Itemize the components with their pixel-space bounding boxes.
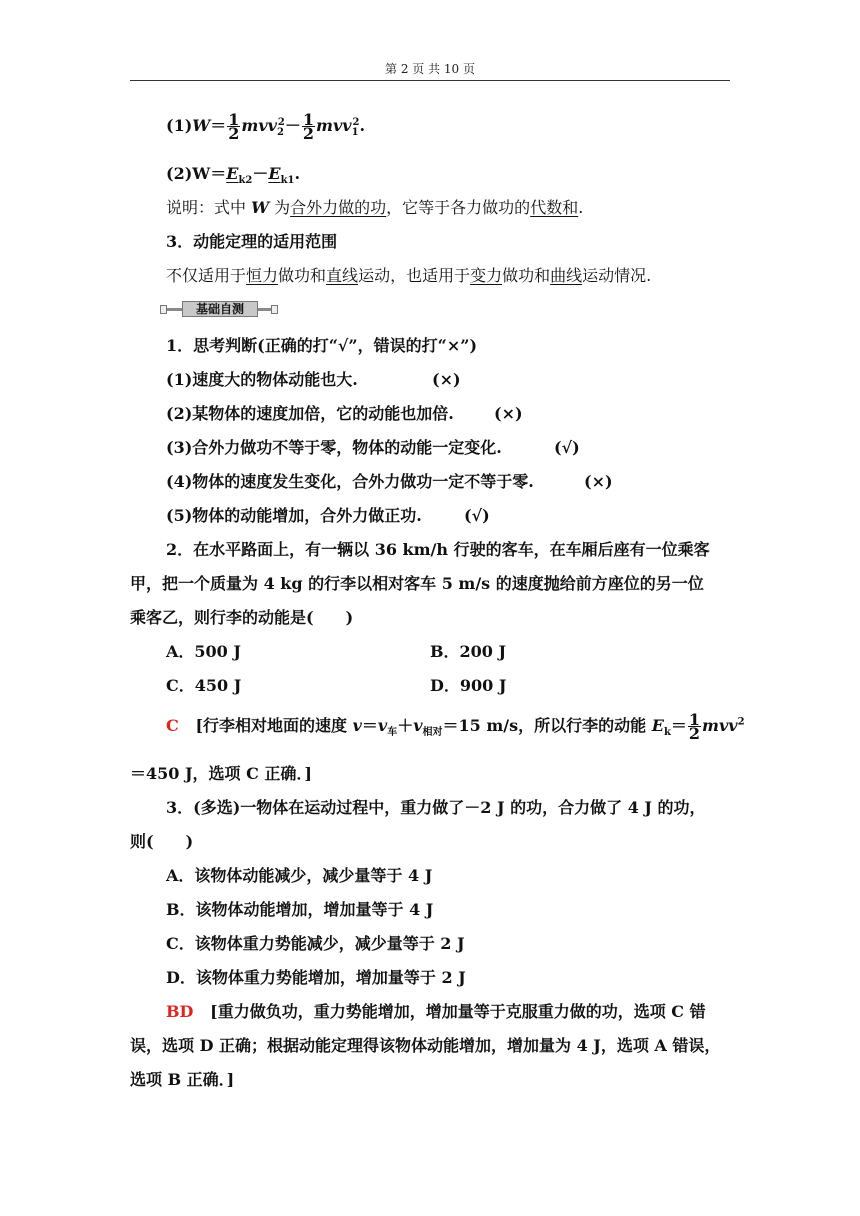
formula-1-frac-a: $\frac{1}{2}$	[228, 110, 240, 143]
q3-option-b: B．该物体动能增加，增加量等于 4 J	[166, 900, 434, 919]
q2-line-1: 2．在水平路面上，有一辆以 36 km/h 行驶的客车，在车厢后座有一位乘客	[166, 540, 710, 559]
header-rule	[130, 80, 730, 81]
q2-explanation-1: C [行李相对地面的速度 $v=v_车+v_{相对}=15$ m/s，所以行李的动能 $E_k=$ $\frac{1}{2}$ mvv$^2$	[166, 710, 745, 743]
q1-item-4-mark: (×)	[584, 472, 613, 491]
q1-item-1-mark: (×)	[432, 370, 461, 389]
q1-item-2-mark: (×)	[494, 404, 523, 423]
q1-item-1: (1)速度大的物体动能也大.	[166, 370, 358, 389]
q3-answer: BD	[166, 1002, 194, 1021]
q1-item-5-mark: (√)	[464, 506, 490, 525]
q2-line-2: 甲，把一个质量为 4 kg 的行李以相对客车 5 m/s 的速度抛给前方座位的另一位	[130, 574, 704, 593]
q2-option-c: C．450 J	[166, 676, 242, 695]
section-badge	[160, 301, 278, 317]
section-badge-label: 基础自测	[182, 301, 258, 317]
q1-item-5: (5)物体的动能增加，合外力做正功.	[166, 506, 422, 525]
note-line: 说明：式中 W 为合外力做的功，它等于各力做功的代数和.	[166, 198, 584, 217]
q3-explanation-1: BD [重力做负功，重力势能增加，增加量等于克服重力做的功，选项 C 错	[166, 1002, 706, 1021]
q2-frac: $\frac{1}{2}$	[688, 710, 701, 743]
q3-line-2: 则( )	[130, 832, 194, 851]
q2-line-3: 乘客乙，则行李的动能是( )	[130, 608, 354, 627]
formula-1-w: W	[192, 116, 211, 135]
formula-1: (1)W＝ $\frac{1}{2}$ mvv$_2^2$－ $\frac{1}{2}$ mvv$_1^2$.	[166, 110, 366, 143]
scope-line: 不仅适用于恒力做功和直线运动，也适用于变力做功和曲线运动情况.	[166, 266, 652, 285]
q2-answer: C	[166, 716, 179, 735]
q3-option-a: A．该物体动能减少，减少量等于 4 J	[166, 866, 433, 885]
q3-option-d: D．该物体重力势能增加，增加量等于 2 J	[166, 968, 466, 987]
q1-item-3: (3)合外力做功不等于零，物体的动能一定变化.	[166, 438, 502, 457]
q3-line-1: 3．(多选)一物体在运动过程中，重力做了－2 J 的功，合力做了 4 J 的功，	[166, 798, 706, 817]
formula-1-eq: ＝	[210, 116, 227, 135]
formula-1-frac-b: $\frac{1}{2}$	[302, 110, 315, 143]
formula-1-prefix: (1)	[166, 116, 193, 135]
q1-item-3-mark: (√)	[554, 438, 580, 457]
q1-title: 1．思考判断(正确的打“√”，错误的打“×”)	[166, 336, 478, 355]
q3-explanation-3: 选项 B 正确．]	[130, 1070, 235, 1089]
q2-option-b: B．200 J	[430, 642, 507, 661]
q3-option-c: C．该物体重力势能减少，减少量等于 2 J	[166, 934, 465, 953]
q2-option-d: D．900 J	[430, 676, 507, 695]
q1-item-4: (4)物体的速度发生变化，合外力做功一定不等于零.	[166, 472, 534, 491]
page-header: 第 2 页 共 10 页	[385, 62, 475, 76]
q2-option-a: A．500 J	[166, 642, 241, 661]
q2-explanation-2: ＝450 J，选项 C 正确．]	[130, 764, 312, 783]
q1-item-2: (2)某物体的速度加倍，它的动能也加倍.	[166, 404, 454, 423]
q3-explanation-2: 误，选项 D 正确；根据动能定理得该物体动能增加，增加量为 4 J，选项 A 错误，	[130, 1036, 721, 1055]
formula-2: $(2)W=E_{k2}-E_{k1}$.	[166, 164, 301, 187]
section-3-title: 3．动能定理的适用范围	[166, 232, 338, 251]
